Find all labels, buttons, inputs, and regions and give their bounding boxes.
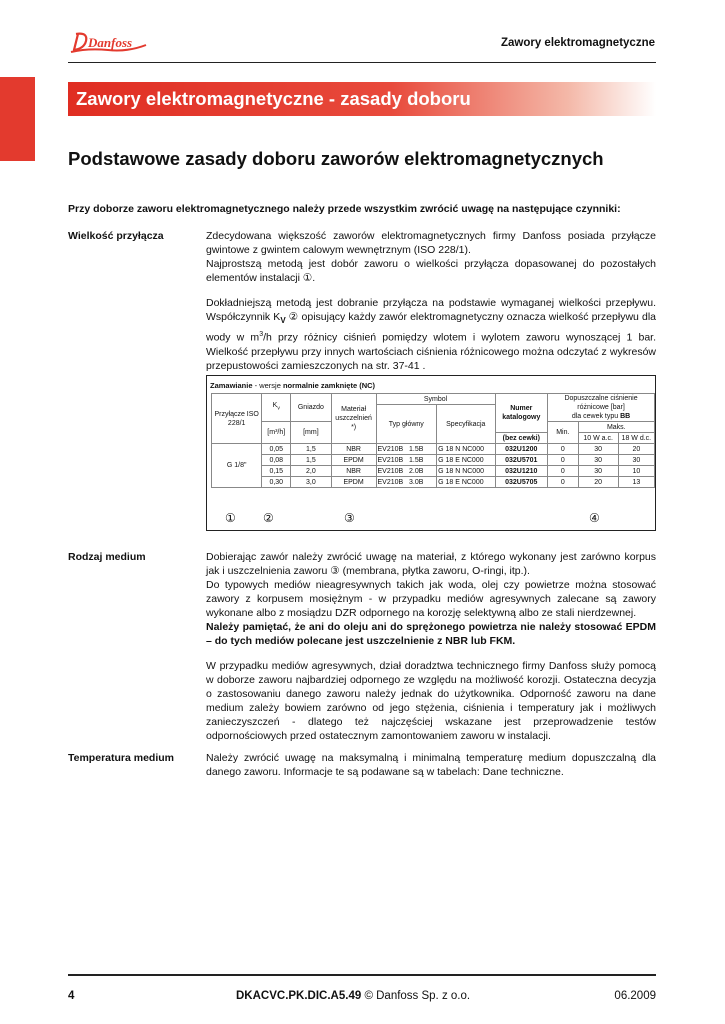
cell-spec: G 18 N NC000	[437, 466, 495, 477]
cell-kv: 0,15	[262, 466, 291, 477]
connection-p1: Zdecydowana większość zaworów elektromagnetycznych firmy Danfoss posiada przyłącze gwintowe z gwintem calowym wewnętrznym (ISO 228/1).	[206, 230, 656, 256]
connection-p3a: Dokładniejszą metodą jest dobranie przyłącza na podstawie wymaganej wielkości przepływu. Współczynnik K	[206, 297, 656, 323]
hdr-coil-pre: dla cewek typu	[571, 413, 621, 420]
title-nc: normalnie zamknięte (NC)	[282, 381, 376, 390]
cell-type: EV210B 2.0B	[376, 466, 437, 477]
footer-doc-info	[236, 990, 470, 1002]
cell-seal: EPDM	[331, 477, 376, 488]
medium-p3: W przypadku mediów agresywnych, dział doradztwa technicznego firmy Danfoss służy pomocą w doborze zaworu najbardziej odpornego ze względu na możliwość korozji. Ostateczna decyzja o zastosowaniu danego zaworu należy jednak do użytkownika. Odporność zaworu na dane medium zależy bowiem zarówno od jego stężenia, ciśnienia i temperatury jak i możliwych zanieczyszczeń - dlatego też najczęściej wskazane jest przeprowadzenie testów odpornościowych przed ostatecznym zamontowaniem zaworu w instalacji.	[206, 660, 656, 742]
medium-p2: Do typowych mediów nieagresywnych takich jak woda, olej czy powietrze można stosować zawory z korpusem mosiężnym - w przypadku mediów agresywnych zalecane są zawory wykonane albo z mosiądzu DZR odpornego na korozję selektywną albo ze stali nierdzewnej.	[206, 579, 656, 619]
hdr-kv-sub: v	[277, 405, 280, 412]
cell-ac: 30	[578, 444, 618, 455]
medium-p1: Dobierając zawór należy zwrócić uwagę na materiał, z którego wykonany jest zarówno korpus jak i uszczelnienia zaworu ③ (membrana, płytka zaworu, O-ringi, itp.).	[206, 551, 656, 577]
cell-code: 032U1200	[495, 444, 548, 455]
red-side-tab	[0, 77, 35, 161]
copyright: © Danfoss Sp. z o.o.	[361, 990, 471, 1002]
cell-seat: 2,0	[291, 466, 332, 477]
hdr-pressure-text: Dopuszczalne ciśnienie różnicowe [bar]	[564, 395, 638, 411]
cell-seal: NBR	[331, 444, 376, 455]
table-row	[212, 466, 655, 477]
hdr-seat-unit: [mm]	[291, 422, 332, 444]
cell-spec: G 18 N NC000	[437, 444, 495, 455]
connection-p2: Najprostszą metodą jest dobór zaworu o wielkości przyłącza dopasowanej do pozostałych elementów instalacji ①.	[206, 258, 656, 284]
cell-seal: NBR	[331, 466, 376, 477]
medium-p2-bold: Należy pamiętać, że ani do oleju ani do sprężonego powietrza nie należy stosować EPDM – do tych mediów polecane jest uszczelnienie z NBR lub FKM.	[206, 621, 656, 647]
danfoss-logo	[68, 28, 148, 58]
cell-ac: 30	[578, 455, 618, 466]
cell-seat: 1,5	[291, 455, 332, 466]
connection-p3	[206, 296, 656, 373]
hdr-coil-type: BB	[620, 413, 631, 420]
cell-dc: 30	[618, 455, 654, 466]
ordering-table	[211, 393, 655, 488]
page-number: 4	[68, 990, 75, 1002]
page-title: Podstawowe zasady doboru zaworów elektromagnetycznych	[68, 148, 604, 169]
connection-label: Wielkość przyłącza	[68, 230, 164, 242]
section-title: Zawory elektromagnetyczne	[500, 37, 655, 49]
connection-p3c: /h przy różnicy ciśnień pomiędzy wlotem i wylotem zaworu wynoszącej 1 bar. Wielkość przepływu przy innych wartościach ciśnienia różnicowego można odczytać z wykresów przepustowości zamieszczonych na str. 37-41 .	[206, 331, 656, 372]
callout-1: ①	[225, 511, 236, 525]
intro-text: Przy doborze zaworu elektromagnetycznego należy przede wszystkim zwrócić uwagę na następujące czynniki:	[68, 203, 621, 215]
hdr-seat: Gniazdo	[291, 394, 332, 422]
hdr-seal: Materiał uszczelnień *)	[331, 394, 376, 444]
callout-2: ②	[263, 511, 274, 525]
cell-type: EV210B 3.0B	[376, 477, 437, 488]
cell-code: 032U5705	[495, 477, 548, 488]
table-row	[212, 477, 655, 488]
hdr-catalog: Numer katalogowy	[495, 394, 548, 433]
medium-label: Rodzaj medium	[68, 551, 146, 563]
hdr-ac: 10 W a.c.	[578, 433, 618, 444]
hdr-connection: Przyłącze ISO 228/1	[212, 394, 262, 444]
cell-spec: G 18 E NC000	[437, 455, 495, 466]
callout-3: ③	[344, 511, 355, 525]
connection-text	[206, 229, 656, 373]
cell-spec: G 18 E NC000	[437, 477, 495, 488]
hdr-dc: 18 W d.c.	[618, 433, 654, 444]
medium-text	[206, 550, 656, 743]
title-ordering: Zamawianie	[210, 381, 253, 390]
hdr-kv-k: K	[272, 402, 278, 410]
cell-kv: 0,30	[262, 477, 291, 488]
cell-dc: 20	[618, 444, 654, 455]
cell-ac: 20	[578, 477, 618, 488]
table-row	[212, 455, 655, 466]
hdr-symbol: Symbol	[376, 394, 495, 405]
temperature-text	[206, 751, 656, 779]
cell-code: 032U5701	[495, 455, 548, 466]
cell-seat: 3,0	[291, 477, 332, 488]
hdr-no-coil: (bez cewki)	[495, 433, 548, 444]
cell-seal: EPDM	[331, 455, 376, 466]
cell-min: 0	[548, 444, 579, 455]
cell-kv: 0,05	[262, 444, 291, 455]
temperature-p1: Należy zwrócić uwagę na maksymalną i minimalną temperaturę medium dopuszczalną dla danego zaworu. Informacje te są podawane są w tabelach: Dane techniczne.	[206, 752, 656, 778]
cell-min: 0	[548, 466, 579, 477]
cell-type: EV210B 1.5B	[376, 455, 437, 466]
banner-title: Zawory elektromagnetyczne - zasady doboru	[76, 88, 471, 109]
footer-divider	[68, 974, 656, 976]
cell-dc: 13	[618, 477, 654, 488]
title-banner	[68, 82, 656, 116]
m3-superscript: 3	[259, 331, 264, 339]
hdr-pressure	[548, 394, 655, 422]
cell-dc: 10	[618, 466, 654, 477]
cell-min: 0	[548, 477, 579, 488]
hdr-main-type: Typ główny	[376, 405, 437, 444]
temperature-label: Temperatura medium	[68, 752, 174, 764]
cell-min: 0	[548, 455, 579, 466]
callout-4: ④	[589, 511, 600, 525]
ordering-table-title	[210, 381, 375, 390]
title-versions: - wersje	[252, 381, 283, 390]
header-divider	[68, 62, 656, 63]
cell-kv: 0,08	[262, 455, 291, 466]
hdr-kv-unit: [m³/h]	[262, 422, 291, 444]
table-row	[212, 444, 655, 455]
cell-seat: 1,5	[291, 444, 332, 455]
kv-subscript: V	[280, 316, 286, 326]
ordering-table-box	[206, 375, 656, 531]
hdr-max: Maks.	[578, 422, 654, 433]
cell-type: EV210B 1.5B	[376, 444, 437, 455]
footer-date: 06.2009	[614, 990, 656, 1002]
cell-thread: G 1/8"	[212, 444, 262, 488]
cell-ac: 30	[578, 466, 618, 477]
logo-wordmark: Danfoss	[88, 35, 133, 50]
hdr-kv	[262, 394, 291, 422]
doc-code: DKACVC.PK.DIC.A5.49	[236, 990, 362, 1002]
hdr-min: Min.	[548, 422, 579, 444]
cell-code: 032U1210	[495, 466, 548, 477]
connection-p3b: ② opisujący każdy zawór elektromagnetyczny oznacza wielkość przepływu dla wody w m	[206, 311, 656, 344]
hdr-spec: Specyfikacja	[437, 405, 495, 444]
